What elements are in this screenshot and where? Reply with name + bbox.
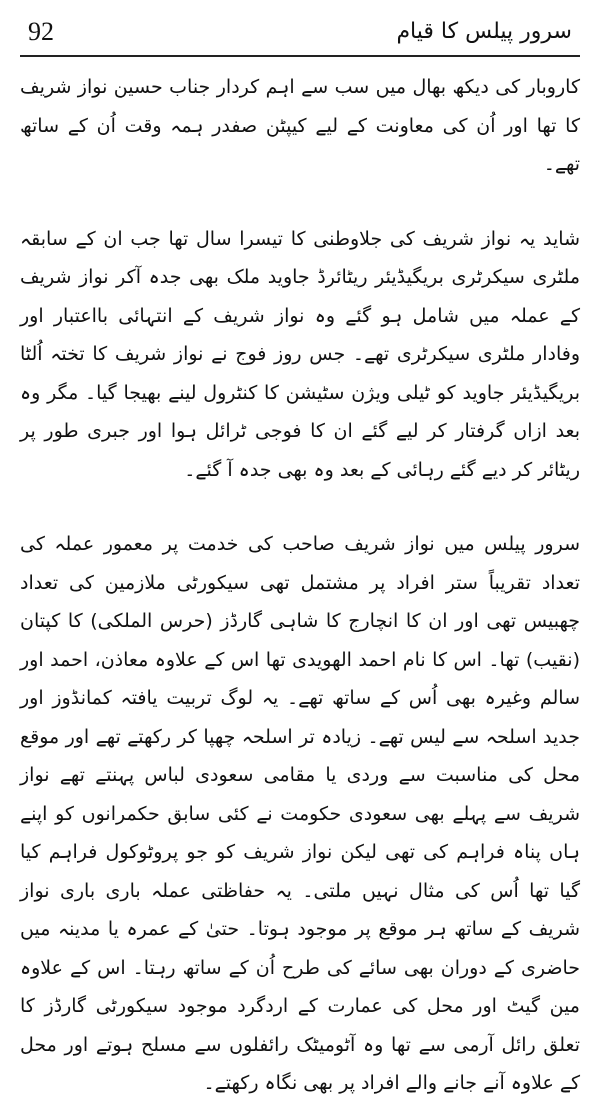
chapter-title: سرور پیلس کا قیام [396,19,572,44]
paragraph-1: کاروبار کی دیکھ بھال میں سب سے اہم کردار جناب حسین نواز شریف کا تھا اور اُن کی معاونت کے لیے کیپٹن صفدر ہمہ وقت اُن کے ساتھ تھے۔ [20,76,580,175]
header-divider [20,55,580,57]
page-number: 92 [28,17,54,46]
paragraph-2: شاید یہ نواز شریف کی جلاوطنی کا تیسرا سال تھا جب ان کے سابقہ ملٹری سیکرٹری بریگیڈیئر ریٹائرڈ جاوید ملک بھی جدہ آکر نواز شریف کے عملہ میں شامل ہو گئے وہ نواز شریف کے انتہائی بااعتبار اور وفادار ملٹری سیکرٹری تھے۔ جس روز فوج نے نواز شریف کا تختہ اُلٹا بریگیڈیئر جاوید کو ٹیلی ویژن سٹیشن کا کنٹرول لینے بھیجا گیا۔ مگر وہ بعد ازاں گرفتار کر لیے گئے ان کا فوجی ٹرائل ہوا اور جبری طور پر ریٹائر کر دیے گئے رہائی کے بعد وہ بھی جدہ آ گئے۔ [20,227,580,481]
paragraph-3: سرور پیلس میں نواز شریف صاحب کی خدمت پر معمور عملہ کی تعداد تقریباً ستر افراد پر مشتمل تھی سیکورٹی ملازمین کی تعداد چھبیس تھی اور ان کا انچارج کا شاہی گارڈز (حرس الملکی) کا کپتان (نقیب) تھا۔ اس کا نام احمد الھویدی تھا اس کے علاوہ معاذن، احمد اور سالم وغیرہ بھی اُس کے ساتھ تھے۔ یہ لوگ تربیت یافتہ کمانڈوز اور جدید اسلحہ سے لیس تھے۔ زیادہ تر اسلحہ چھپا کر رکھتے تھے اور موقع محل کی مناسبت سے وردی یا مقامی سعودی لباس پہنتے تھے نواز شریف سے پہلے بھی سعودی حکومت نے کئی سابق حکمرانوں کو اپنے ہاں پناہ فراہم کی تھی لیکن نواز شریف کو جو پروٹوکول فراہم کیا گیا تھا اُس کی مثال نہیں ملتی۔ یہ حفاظتی عملہ باری باری نواز شریف کے ساتھ ہر موقع پر موجود ہوتا۔ حتیٰ کے عمرہ یا مدینہ میں حاضری کے دوران بھی سائے کی طرح اُن کے ساتھ رہتا۔ اس کے علاوہ مین گیٹ اور محل کی عمارت کے اردگرد موجود سیکورٹی گارڈز کا تعلق رائل آرمی سے تھا وہ آٹومیٹک رائفلوں سے مسلح ہوتے اور محل کے علاوہ آنے جانے والے افراد پر بھی نگاہ رکھتے۔ [20,533,580,1094]
page-body [20,68,580,1094]
page-header [20,12,580,52]
